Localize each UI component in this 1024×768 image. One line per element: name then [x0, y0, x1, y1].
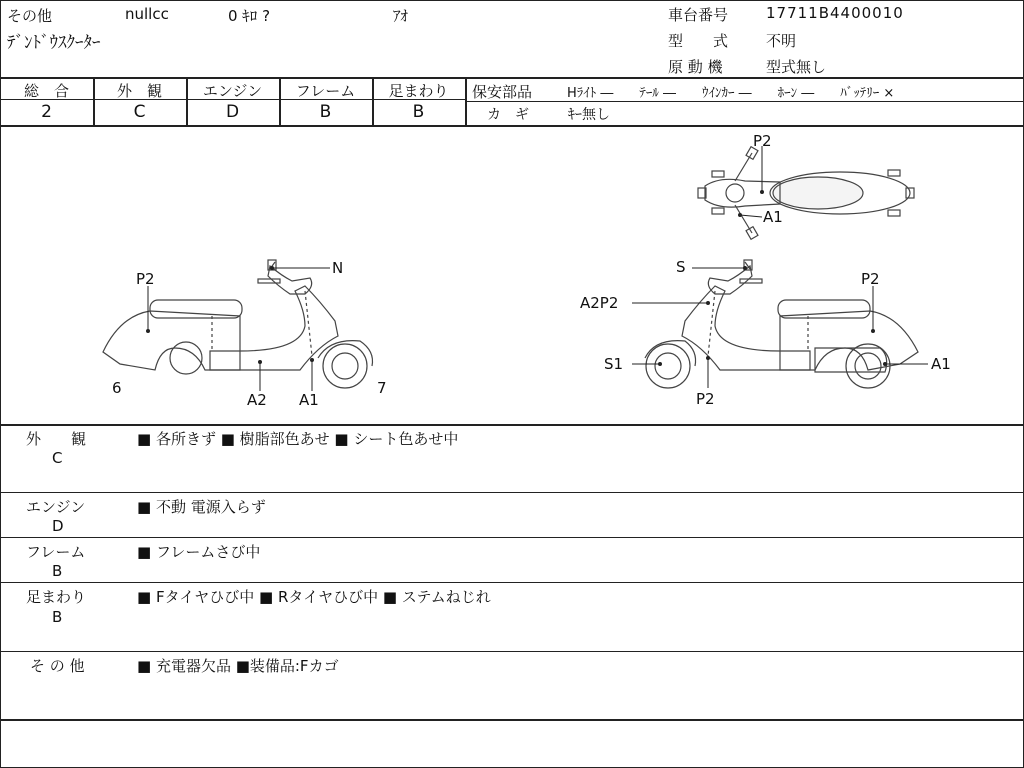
marker-label: 6: [112, 379, 122, 397]
marker-label: P2: [861, 270, 880, 288]
mileage: 0 ｷﾛ ?: [228, 7, 271, 25]
grade-label-overall: 総 合: [23, 82, 69, 100]
section-title-engine: エンジン: [26, 498, 86, 516]
marker-label: S: [676, 258, 686, 276]
grade-value-frame: B: [319, 102, 332, 122]
grade-value-exterior: C: [133, 102, 146, 122]
section-title-suspension: 足まわり: [26, 588, 87, 606]
marker-label: N: [332, 259, 344, 277]
marker-label: A2: [247, 391, 267, 409]
grade-value-suspension: B: [412, 102, 425, 122]
marker-label: A1: [763, 208, 783, 226]
divider: [0, 651, 1024, 652]
marker-label: S1: [604, 355, 624, 373]
scooter-top-view: [698, 147, 914, 240]
section-text-suspension: ■ Fタイヤひび中 ■ Rタイヤひび中 ■ ステムねじれ: [137, 588, 491, 606]
type-label: 型 式: [668, 32, 729, 50]
section-title-other: そ の 他: [30, 657, 85, 675]
scooter-damage-diagram: [0, 126, 1024, 424]
section-grade-exterior: C: [52, 449, 63, 467]
divider: [0, 77, 1024, 79]
section-grade-engine: D: [52, 517, 64, 535]
section-text-frame: ■ フレームさび中: [137, 543, 261, 561]
marker-label: A2P2: [580, 294, 619, 312]
grade-value-overall: 2: [41, 102, 52, 122]
divider: [0, 424, 1024, 426]
scooter-left-view-markers: [146, 266, 330, 391]
marker-label: A1: [931, 355, 951, 373]
divider: [0, 492, 1024, 493]
divider: [467, 101, 1024, 102]
section-grade-suspension: B: [52, 608, 63, 626]
grade-label-exterior: 外 観: [116, 82, 162, 100]
divider: [0, 537, 1024, 538]
divider: [465, 77, 467, 127]
frame-no-label: 車台番号: [668, 6, 729, 24]
marker-label: P2: [696, 390, 715, 408]
type-value: 不明: [766, 32, 797, 50]
section-text-other: ■ 充電器欠品 ■装備品:Fカゴ: [137, 657, 339, 675]
safety-label: 保安部品: [472, 83, 533, 101]
model-name: ﾃﾞﾝﾄﾞｳｽｸｰﾀｰ: [7, 33, 101, 53]
marker-label: P2: [136, 270, 155, 288]
marker-label: A1: [299, 391, 319, 409]
section-title-exterior: 外 観: [26, 430, 87, 448]
displacement: nullcc: [125, 5, 169, 23]
grade-value-engine: D: [225, 102, 240, 122]
grade-label-engine: エンジン: [202, 82, 263, 100]
key-label: カ ギ: [487, 107, 529, 123]
divider: [0, 582, 1024, 583]
section-text-engine: ■ 不動 電源入らず: [137, 498, 266, 516]
engine-label: 原 動 機: [668, 58, 723, 76]
frame-no: 17711B4400010: [766, 4, 904, 22]
section-grade-frame: B: [52, 562, 63, 580]
color: ｱｵ: [393, 7, 409, 25]
marker-label: P2: [753, 132, 772, 150]
safety-items: Hﾗｲﾄ ― ﾃｰﾙ ― ｳｲﾝｶｰ ― ﾎｰﾝ ― ﾊﾞｯﾃﾘｰ ×: [567, 86, 895, 101]
divider: [0, 719, 1024, 721]
section-text-exterior: ■ 各所きず ■ 樹脂部色あせ ■ シート色あせ中: [137, 430, 459, 448]
key-value: ｷｰ無し: [568, 107, 610, 123]
grade-label-suspension: 足まわり: [388, 82, 449, 100]
section-title-frame: フレーム: [26, 543, 86, 561]
marker-label: 7: [377, 379, 387, 397]
grade-label-frame: フレーム: [295, 82, 356, 100]
engine-value: 型式無し: [766, 58, 827, 76]
other-label: その他: [7, 7, 53, 25]
